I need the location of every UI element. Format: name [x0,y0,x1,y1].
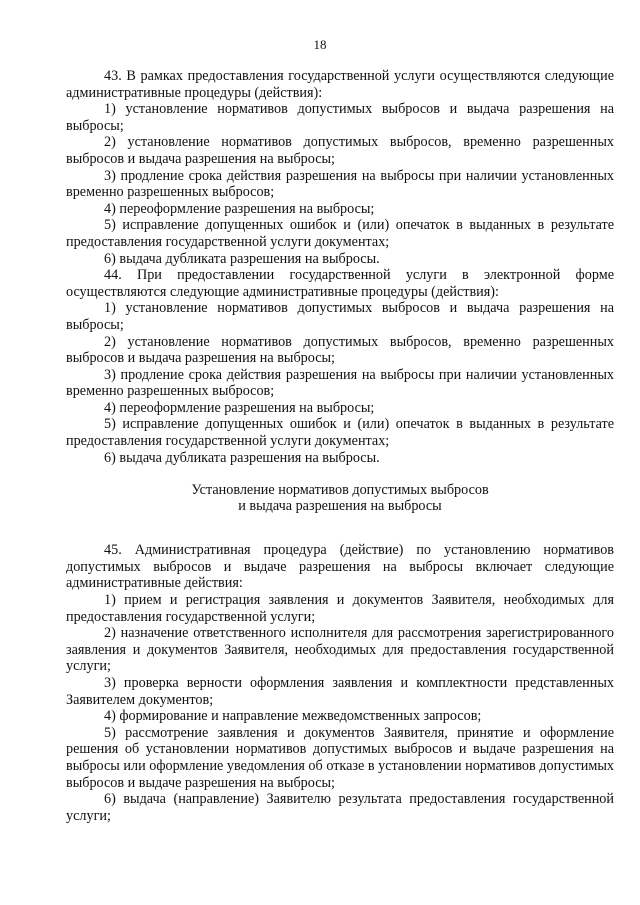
list-item: 2) установление нормативов допустимых выбросов, временно разрешенных выбросов и выдача разрешения на выбросы; [66,134,614,167]
section-heading-line-1: Установление нормативов допустимых выбросов [191,482,489,499]
list-item: 2) назначение ответственного исполнителя для рассмотрения зарегистрированного заявления и документов Заявителя, необходимых для предоставления государственной услуги; [66,625,614,675]
list-item: 2) установление нормативов допустимых выбросов, временно разрешенных выбросов и выдача разрешения на выбросы; [66,333,614,367]
list-item: 6) выдача дубликата разрешения на выбросы. [104,250,380,267]
section-heading [66,482,614,514]
list-item: 4) формирование и направление межведомственных запросов; [104,708,482,725]
list-item: 1) установление нормативов допустимых выбросов и выдача разрешения на выбросы; [66,300,614,333]
list-item: 6) выдача дубликата разрешения на выбросы. [104,449,380,466]
list-item: 5) рассмотрение заявления и документов Заявителя, принятие и оформление решения об установлении нормативов допустимых выбросов и выдаче разрешения на выбросы или оформление уведомления об отказе в установлении нормативов допустимых выбросов и выдаче разрешения на выбросы; [66,724,614,791]
section-heading-line-2: и выдача разрешения на выбросы [238,498,442,515]
list-item: 4) переоформление разрешения на выбросы; [104,399,375,416]
list-item: 5) исправление допущенных ошибок и (или) опечаток в выданных в результате предоставления государственной услуги документах; [66,416,614,450]
list-item: 1) прием и регистрация заявления и документов Заявителя, необходимых для предоставления государственной услуги; [66,592,614,625]
list-item: 1) установление нормативов допустимых выбросов и выдача разрешения на выбросы; [66,101,614,134]
document-body [66,68,614,824]
list-item: 6) выдача (направление) Заявителю результата предоставления государственной услуги; [66,791,614,824]
list-item: 3) продление срока действия разрешения на выбросы при наличии установленных временно разрешенных выбросов; [66,167,614,201]
paragraph-43-intro: 43. В рамках предоставления государственной услуги осуществляются следующие административные процедуры (действия): [66,68,614,101]
paragraph-44-intro: 44. При предоставлении государственной услуги в электронной форме осуществляются следующие административные процедуры (действия): [66,267,614,300]
list-item: 4) переоформление разрешения на выбросы; [104,200,375,217]
list-item: 5) исправление допущенных ошибок и (или) опечаток в выданных в результате предоставления государственной услуги документах; [66,217,614,250]
page-number: 18 [313,37,327,52]
list-item: 3) продление срока действия разрешения на выбросы при наличии установленных временно разрешенных выбросов; [66,366,614,400]
list-item: 3) проверка верности оформления заявления и комплектности представленных Заявителем документов; [66,675,614,708]
paragraph-45-intro: 45. Административная процедура (действие) по установлению нормативов допустимых выбросов и выдаче разрешения на выбросы включает следующие административные действия: [66,542,614,592]
